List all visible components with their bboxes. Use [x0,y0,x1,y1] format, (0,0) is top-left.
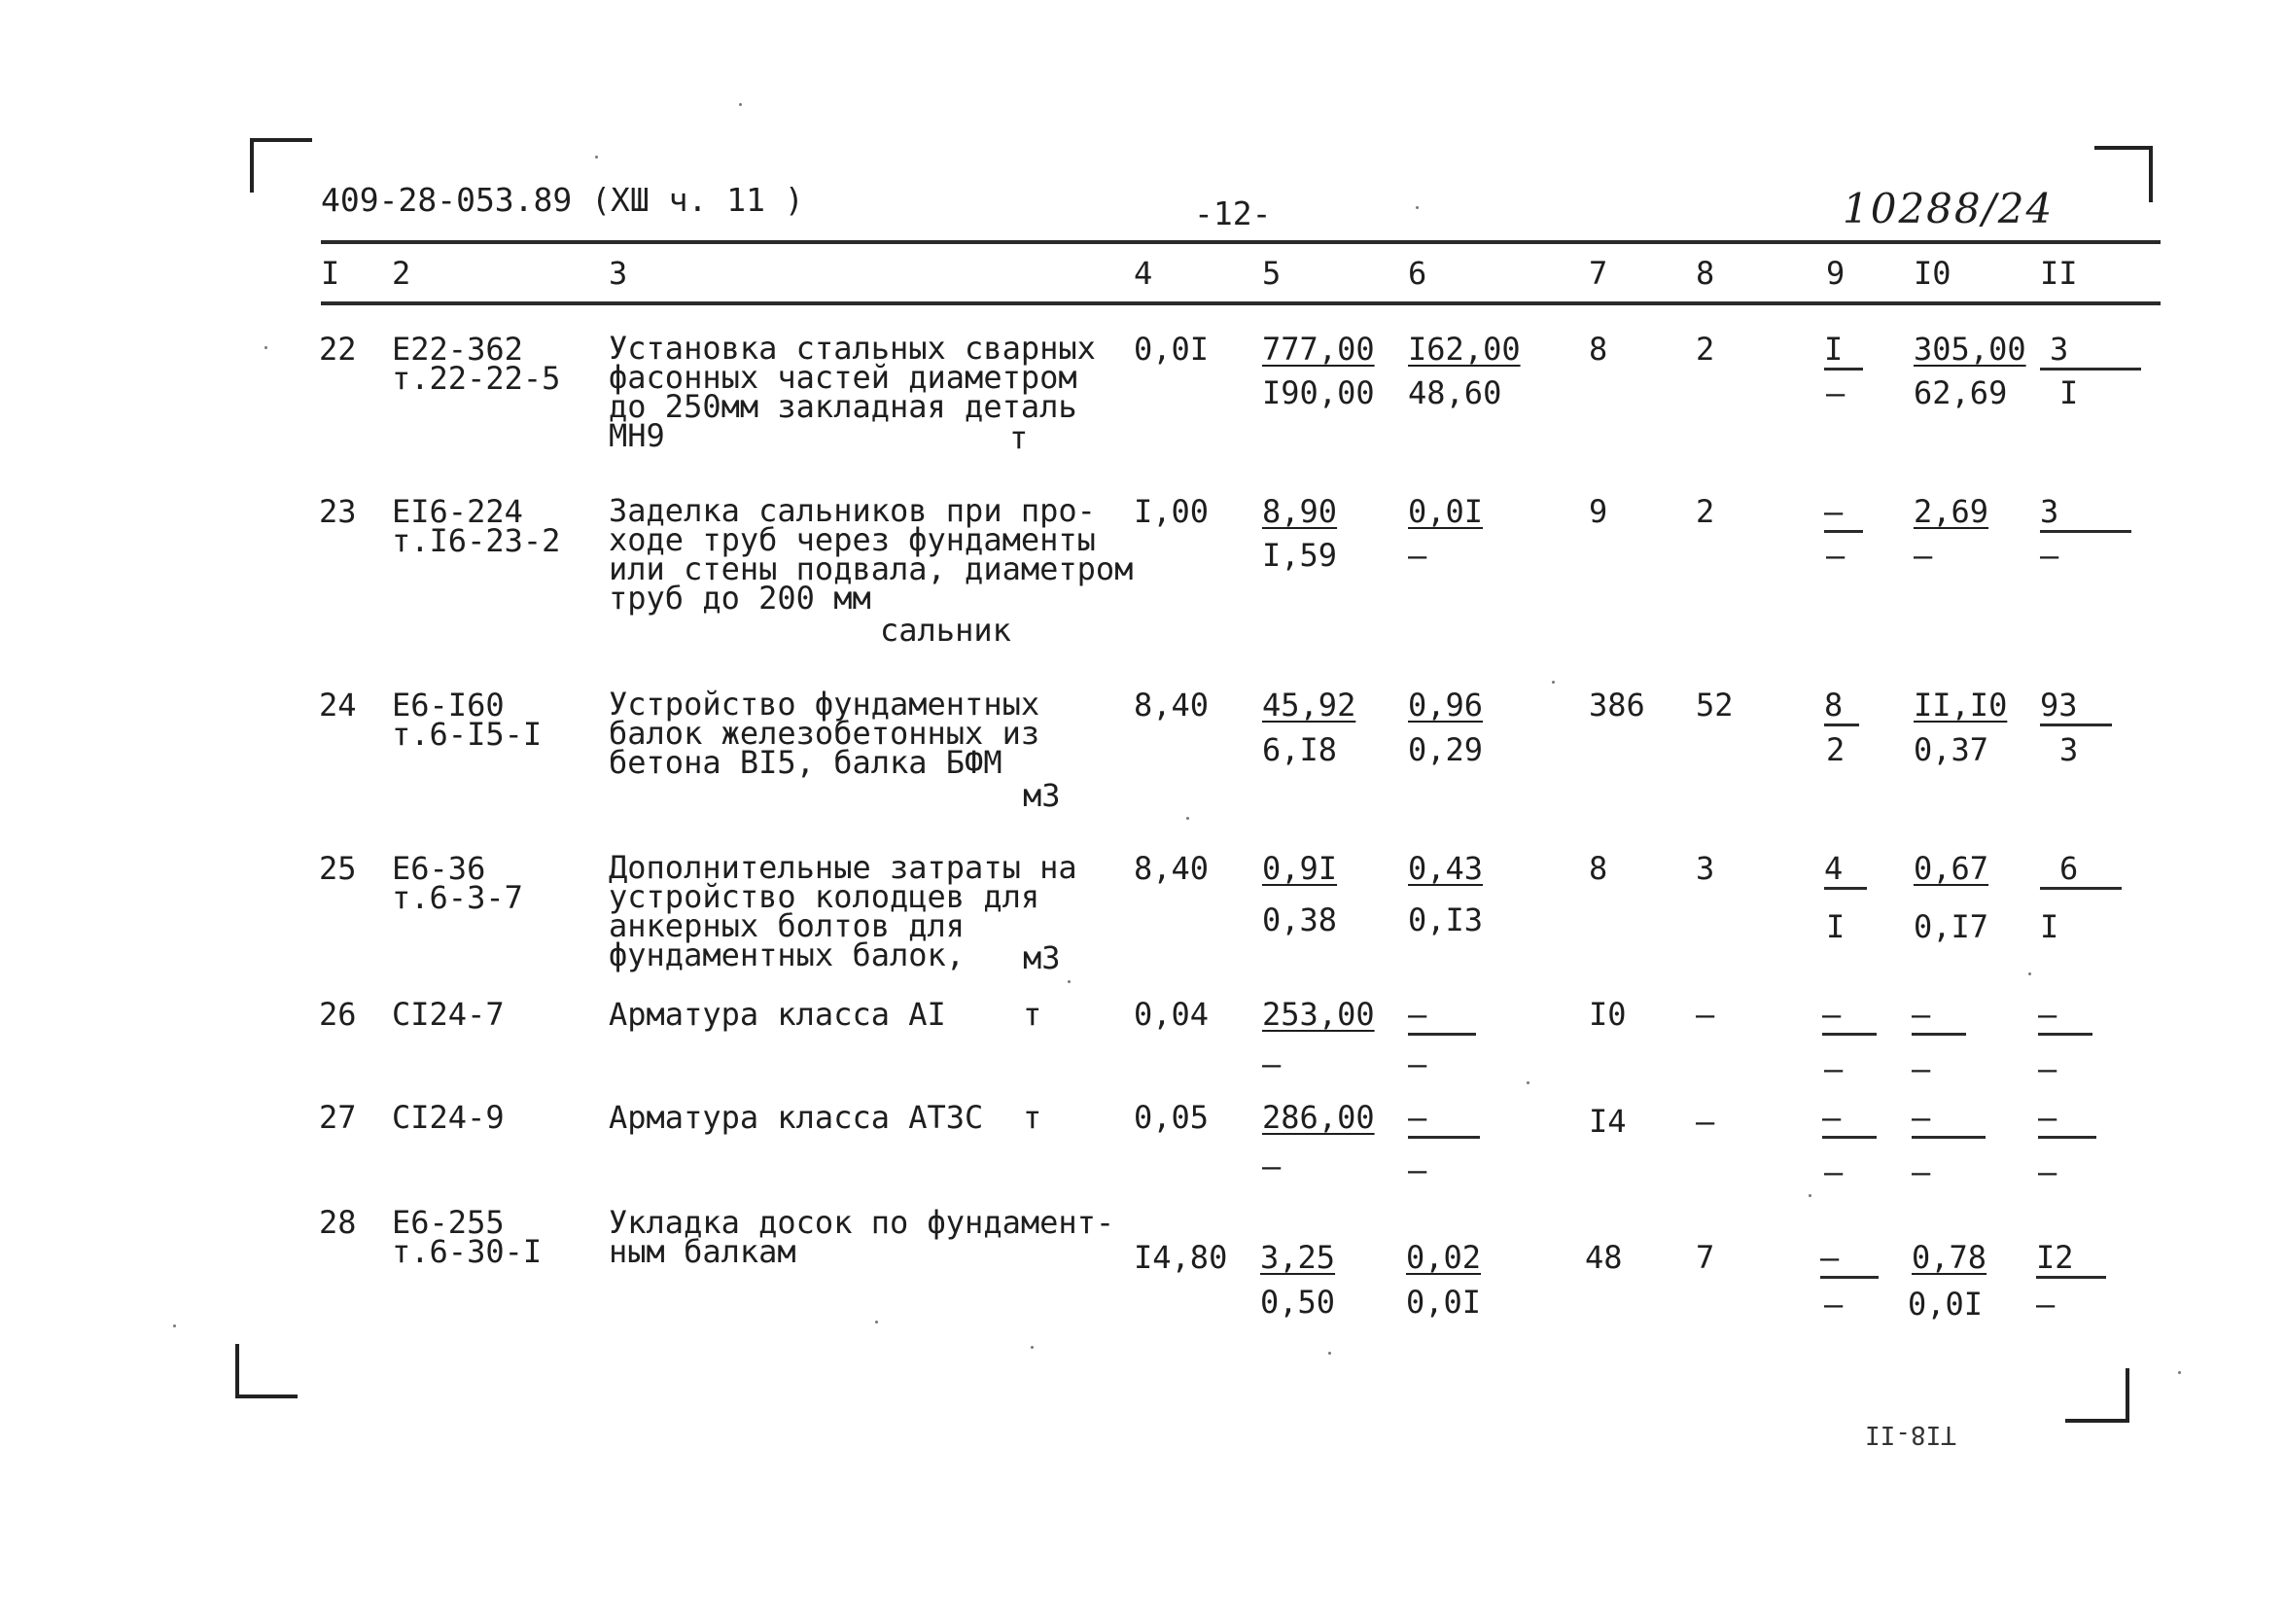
col5-value-top: 253,00 [1262,996,1375,1033]
column-header: 2 [392,255,411,292]
col10-value-bottom: 0,I7 [1914,908,1989,945]
col9-value-bottom: – [1824,1153,1844,1190]
col10-value-top: II,I0 [1914,687,2008,724]
row-number: 26 [319,996,357,1033]
col5-value-top: 0,9I [1262,850,1338,887]
work-description-line: Устройство фундаментных [609,686,1040,723]
work-description-line: анкерных болтов для [609,907,966,944]
unit-of-measure: т [1023,996,1042,1033]
col7-value: 386 [1589,687,1645,724]
col6-value-bottom: – [1408,1045,1427,1082]
col9-value-bottom: – [1824,1286,1844,1323]
document-code: 409-28-053.89 (ХШ ч. 11 ) [321,181,804,219]
col11-value-bottom: I [2059,374,2079,411]
corner-mark-top-left [248,136,316,194]
col11-value-bottom: – [2038,1050,2057,1087]
col8-value: 3 [1696,850,1715,887]
column-header: I0 [1914,255,1951,292]
col8-value: 7 [1696,1239,1715,1276]
col10-value-top: – [1912,996,1966,1036]
col9-value-bottom: 2 [1826,731,1846,768]
norm-table-ref: т.6-30-I [392,1233,543,1270]
col5-value-top: 8,90 [1262,493,1338,530]
column-header: 4 [1134,255,1153,292]
unit-of-measure: сальник [880,612,1011,649]
col11-value-top: 3 [2040,331,2141,371]
quantity: 8,40 [1134,687,1210,724]
col10-value-top: 305,00 [1914,331,2026,368]
column-header: 6 [1408,255,1427,292]
col7-value: 9 [1589,493,1608,530]
col9-value-top: 4 [1824,850,1867,890]
header-rule-bottom [321,301,2161,305]
quantity: I4,80 [1134,1239,1228,1276]
col10-value-top: – [1912,1099,1986,1139]
col11-value-top: 6 [2040,850,2122,890]
row-number: 24 [319,687,357,724]
work-description-line: балок железобетонных из [609,715,1040,752]
col10-value-bottom: 62,69 [1914,374,2008,411]
corner-mark-bottom-right [2061,1366,2131,1425]
col5-value-bottom: I90,00 [1262,374,1375,411]
work-description-line: или стены подвала, диаметром [609,550,1134,587]
col5-value-bottom: – [1262,1045,1282,1082]
col9-value-bottom: – [1824,1050,1844,1087]
col11-value-bottom: I [2040,908,2059,945]
col6-value-bottom: 0,29 [1408,731,1484,768]
unit-of-measure: т [1023,1099,1042,1136]
column-header: I [321,255,340,292]
col5-value-top: 286,00 [1262,1099,1375,1136]
col9-value-top: – [1820,1239,1879,1279]
column-header: 5 [1262,255,1282,292]
handwritten-reference: 10288/24 [1843,185,2055,232]
quantity: 8,40 [1134,850,1210,887]
col9-value-top: – [1824,493,1863,533]
work-description-line: ным балкам [609,1233,796,1270]
col11-value-top: 3 [2040,493,2131,533]
col6-value-top: – [1408,1099,1480,1139]
col10-value-bottom: 0,37 [1914,731,1989,768]
col5-value-bottom: 6,I8 [1262,731,1338,768]
work-description-line: Дополнительные затраты на [609,849,1077,886]
col6-value-bottom: 48,60 [1408,374,1502,411]
norm-code: Е6-36 [392,850,486,887]
col7-value: 8 [1589,850,1608,887]
quantity: I,00 [1134,493,1210,530]
col8-value: – [1696,1103,1715,1140]
work-description-line: Укладка досок по фундамент- [609,1204,1115,1241]
work-description-line: Установка стальных сварных [609,330,1096,367]
col10-value-bottom: – [1912,1050,1931,1087]
row-number: 22 [319,331,357,368]
corner-mark-bottom-left [233,1342,301,1400]
col8-value: 2 [1696,493,1715,530]
col6-value-bottom: 0,0I [1406,1284,1482,1321]
col6-value-top: 0,43 [1408,850,1484,887]
col5-value-top: 777,00 [1262,331,1375,368]
col9-value-top: – [1822,996,1877,1036]
col5-value-bottom: 0,38 [1262,901,1338,938]
col9-value-bottom: I [1826,908,1846,945]
row-number: 28 [319,1204,357,1241]
norm-table-ref: т.I6-23-2 [392,522,561,559]
norm-code: СI24-9 [392,1099,505,1136]
work-description-line: фасонных частей диаметром [609,359,1077,396]
col6-value-bottom: – [1408,1151,1427,1188]
col5-value-top: 45,92 [1262,687,1356,724]
col6-value-top: 0,02 [1406,1239,1482,1276]
col6-value-top: I62,00 [1408,331,1521,368]
col10-value-bottom: – [1914,537,1933,574]
col5-value-bottom: I,59 [1262,537,1338,574]
col9-value-bottom: – [1826,374,1846,411]
col10-value-top: 2,69 [1914,493,1989,530]
col10-value-bottom: – [1912,1153,1931,1190]
row-number: 23 [319,493,357,530]
col8-value: 2 [1696,331,1715,368]
col7-value: I0 [1589,996,1627,1033]
corner-mark-top-right [2091,144,2159,207]
col9-value-top: I [1824,331,1863,371]
unit-of-measure: м3 [1023,777,1061,814]
work-description-line: Заделка сальников при про- [609,492,1096,529]
col8-value: 52 [1696,687,1734,724]
quantity: 0,05 [1134,1099,1210,1136]
col7-value: 8 [1589,331,1608,368]
norm-code: Е6-I60 [392,687,505,724]
col6-value-top: 0,96 [1408,687,1484,724]
col9-value-bottom: – [1826,537,1846,574]
col11-value-bottom: 3 [2059,731,2079,768]
col6-value-bottom: – [1408,537,1427,574]
mirrored-stamp: TI8-II [1865,1420,1956,1449]
norm-table-ref: т.6-I5-I [392,716,543,753]
column-header: 3 [609,255,628,292]
norm-code: Е22-362 [392,331,523,368]
work-description-line: Арматура класса АI [609,996,946,1033]
norm-code: СI24-7 [392,996,505,1033]
col11-value-top: – [2038,1099,2096,1139]
quantity: 0,0I [1134,331,1210,368]
work-description-line: фундаментных балок, [609,936,966,973]
work-description-line: ходе труб через фундаменты [609,521,1096,558]
col11-value-top: 93 [2040,687,2112,726]
quantity: 0,04 [1134,996,1210,1033]
col9-value-top: 8 [1824,687,1859,726]
norm-code: Е6-255 [392,1204,505,1241]
norm-code: ЕI6-224 [392,493,523,530]
work-description-line: до 250мм закладная деталь [609,388,1077,425]
unit-of-measure: м3 [1023,939,1061,976]
column-header: 9 [1826,255,1846,292]
col10-value-top: 0,67 [1914,850,1989,887]
work-description-line: МН9 [609,417,665,454]
column-header: 7 [1589,255,1608,292]
work-description-line: Арматура класса АТ3С [609,1099,984,1136]
col6-value-top: 0,0I [1408,493,1484,530]
row-number: 25 [319,850,357,887]
col6-value-bottom: 0,I3 [1408,901,1484,938]
col5-value-bottom: 0,50 [1260,1284,1336,1321]
column-header: 8 [1696,255,1715,292]
col5-value-top: 3,25 [1260,1239,1336,1276]
column-header: II [2040,255,2078,292]
col11-value-top: I2 [2036,1239,2106,1279]
work-description-line: устройство колодцев для [609,878,1040,915]
col5-value-bottom: – [1262,1147,1282,1184]
col11-value-bottom: – [2036,1286,2056,1323]
norm-table-ref: т.22-22-5 [392,360,561,397]
col7-value: 48 [1585,1239,1623,1276]
col6-value-top: – [1408,996,1476,1036]
work-description-line: бетона ВI5, балка БФМ [609,744,1002,781]
norm-table-ref: т.6-3-7 [392,879,523,916]
header-rule-top [321,240,2161,244]
col11-value-top: – [2038,996,2092,1036]
col9-value-top: – [1822,1099,1877,1139]
page-number: -12- [1194,194,1272,232]
col8-value: – [1696,996,1715,1033]
row-number: 27 [319,1099,357,1136]
col10-value-top: 0,78 [1912,1239,1987,1276]
col11-value-bottom: – [2038,1153,2057,1190]
work-description-line: труб до 200 мм [609,580,871,617]
col11-value-bottom: – [2040,537,2059,574]
unit-of-measure: т [1009,419,1029,456]
col10-value-bottom: 0,0I [1908,1286,1984,1323]
col7-value: I4 [1589,1103,1627,1140]
